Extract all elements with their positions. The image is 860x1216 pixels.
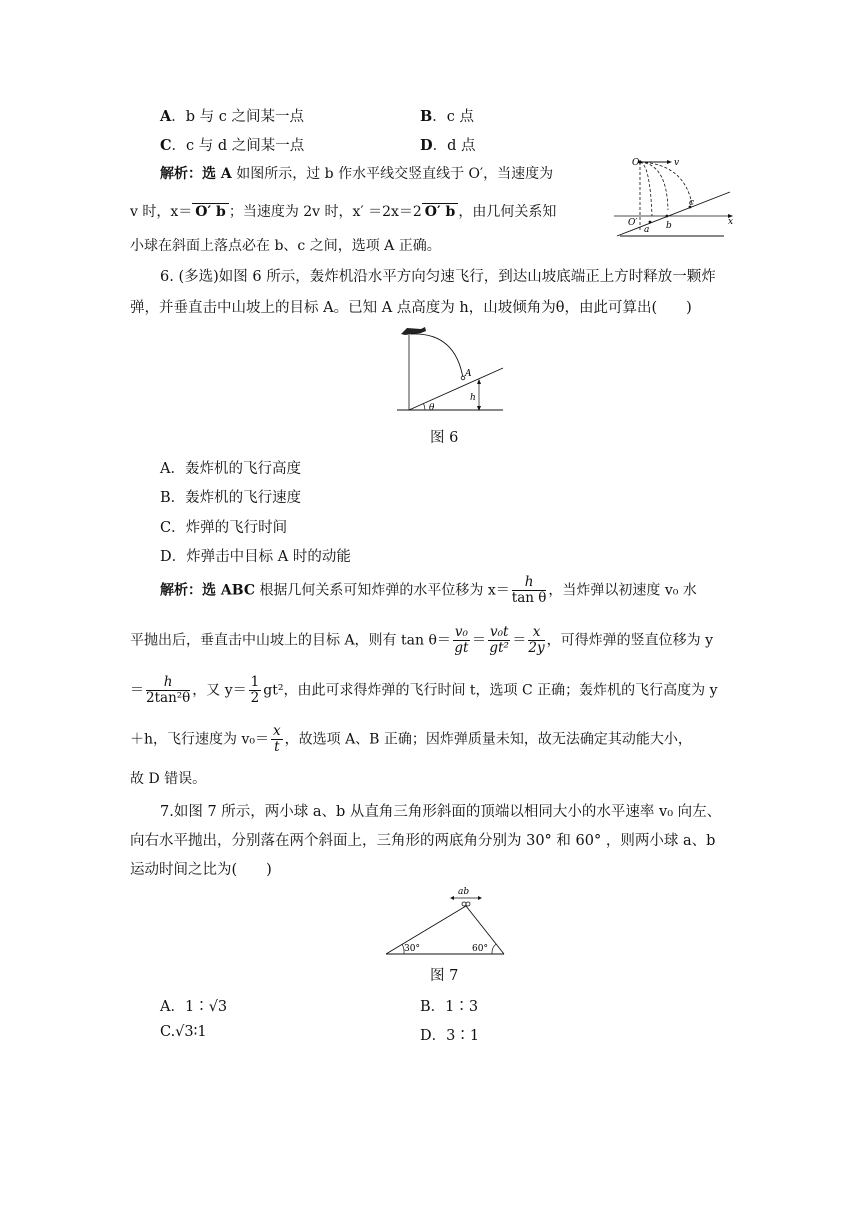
frac-den: gt — [454, 640, 469, 656]
label-b: b — [666, 221, 672, 231]
q5-option-d-letter: D — [420, 137, 433, 154]
q7-figure — [384, 884, 510, 958]
label-ab: ab — [458, 887, 470, 897]
fraction-6 — [271, 724, 283, 755]
q5-option-c-text: c 与 d 之间某一点 — [186, 138, 305, 154]
q5-solution-line1 — [160, 163, 553, 183]
q6-solution-line1 — [160, 575, 697, 606]
q7-figure-caption: 图 7 — [430, 968, 459, 984]
q6-solution-text2b: ，可得炸弹的竖直位移为 y — [546, 632, 713, 649]
fraction-5 — [249, 675, 262, 706]
label-a: A — [465, 369, 472, 379]
q5-solution-line2 — [130, 201, 556, 221]
q6-solution-text1b: ，当炸弹以初速度 v₀ 水 — [548, 582, 697, 599]
q5-solution-text2a: v 时，x＝ — [130, 204, 193, 220]
q6-solution-line3 — [130, 675, 718, 706]
frac-den: 2y — [528, 640, 545, 656]
q6-option-c: C．炸弹的飞行时间 — [160, 520, 288, 536]
frac-den: tan θ — [511, 590, 547, 606]
q5-solution-text2b: ；当速度为 2v 时，x′ ＝2x＝2 — [228, 204, 422, 220]
q5-option-a-text: b 与 c 之间某一点 — [185, 109, 304, 125]
q7-stem-line3: 运动时间之比为( ) — [130, 862, 272, 878]
label-30-deg: 30° — [404, 944, 420, 954]
frac-den: t — [274, 739, 280, 755]
q5-option-a: A．b 与 c 之间某一点 — [160, 108, 304, 125]
q6-solution-text3c: gt²，由此可求得炸弹的飞行时间 t，选项 C 正确；轰炸机的飞行高度为 y — [263, 682, 718, 699]
q6-solution-head: 解析：选 ABC — [160, 582, 255, 599]
q6-option-a: A．轰炸机的飞行高度 — [160, 461, 301, 477]
frac-num: h — [146, 675, 190, 691]
label-60-deg: 60° — [472, 944, 488, 954]
frac-den: 2 — [250, 690, 260, 706]
q5-option-b-letter: B — [420, 108, 433, 125]
fraction-3 — [528, 625, 544, 656]
q6-solution-text4b: ，故选项 A、B 正确；因炸弹质量未知，故无法确定其动能大小， — [284, 731, 692, 748]
q6-solution-text2a: 平抛出后，垂直击中山坡上的目标 A，则有 tan θ＝ — [130, 632, 451, 649]
q7-stem-line1: 7.如图 7 所示，两小球 a、b 从直角三角形斜面的顶端以相同大小的水平速率 v₀ 向左、 — [160, 804, 722, 820]
label-theta: θ — [429, 403, 435, 413]
frac-den: 2tan²θ — [146, 690, 191, 706]
q7-option-b: B．1∶3 — [420, 999, 479, 1015]
q5-figure — [612, 152, 740, 242]
q6-solution-text3a: ＝ — [130, 682, 144, 699]
frac-num: 1 — [250, 674, 260, 690]
q6-figure — [395, 322, 505, 414]
label-a: a — [644, 225, 650, 235]
fraction-h-over-tan — [512, 575, 547, 606]
label-v: v — [674, 158, 680, 168]
q6-solution-line5: 故 D 错误。 — [130, 771, 207, 787]
q5-option-a-letter: A — [160, 108, 172, 125]
fraction-4 — [146, 675, 190, 706]
frac-num: h — [512, 575, 547, 591]
frac-den: gt² — [489, 640, 509, 656]
q5-option-c: C．c 与 d 之间某一点 — [160, 137, 305, 154]
label-o: O — [632, 158, 640, 168]
frac-num: v₀t — [489, 624, 509, 640]
q6-stem-line2: 弹，并垂直击中山坡上的目标 A。已知 A 点高度为 h，山坡倾角为θ，由此可算出( ) — [130, 300, 692, 316]
label-h: h — [470, 393, 476, 403]
q7-option-a: A．1∶√3 — [160, 999, 228, 1015]
frac-num: x — [528, 625, 544, 641]
q7-stem-line2: 向右水平抛出，分别落在两个斜面上，三角形的两底角分别为 30° 和 60° ，则两小球 a、b — [130, 833, 716, 849]
q5-option-b-text: c 点 — [446, 109, 474, 125]
q5-option-d-text: d 点 — [447, 138, 476, 154]
label-c: c — [689, 198, 695, 208]
segment-ob-1: O′ b — [192, 203, 229, 220]
frac-num: v₀ — [454, 624, 468, 640]
q5-solution-line3: 小球在斜面上落点必在 b、c 之间，选项 A 正确。 — [130, 238, 441, 254]
q6-option-b: B．轰炸机的飞行速度 — [160, 490, 302, 506]
frac-num: x — [273, 723, 281, 739]
q6-solution-text3b: ，又 y＝ — [192, 682, 247, 699]
q6-solution-line4 — [130, 724, 692, 755]
q6-solution-text1a: 根据几何关系可知炸弹的水平位移为 x＝ — [259, 582, 510, 599]
q5-solution-head: 解析：选 A — [160, 166, 232, 182]
segment-ob-2: O′ b — [422, 203, 459, 220]
q5-solution-text2c: ，由几何关系知 — [458, 204, 557, 220]
q5-option-b: B．c 点 — [420, 108, 474, 125]
q7-option-c: C.√3∶1 — [160, 1024, 207, 1040]
q6-figure-caption: 图 6 — [430, 430, 459, 446]
q5-option-c-letter: C — [160, 137, 172, 154]
fraction-2 — [488, 625, 510, 656]
label-x: x — [728, 217, 734, 227]
q5-option-d: D．d 点 — [420, 137, 476, 154]
q5-solution-text1: 如图所示，过 b 作水平线交竖直线于 O′，当速度为 — [236, 166, 554, 182]
q6-solution-text4a: ＋h，飞行速度为 v₀＝ — [130, 731, 269, 748]
fraction-1 — [453, 625, 470, 656]
q6-stem-line1: 6. (多选)如图 6 所示，轰炸机沿水平方向匀速飞行，到达山坡底端正上方时释放一颗炸 — [160, 269, 716, 285]
label-o-prime: O′ — [628, 218, 638, 228]
q6-solution-line2: 平抛出后，垂直击中山坡上的目标 A，则有 tan θ＝ $\frac{\text{v₀}}{gt}$ ＝ $\frac{\text{v₀t}}{\text{gt²}}$ ＝ $\frac{x}{2y}$ ，可得炸弹的竖直位移为 y — [130, 624, 713, 656]
q7-option-d: D．3∶1 — [420, 1028, 480, 1044]
q6-option-d: D．炸弹击中目标 A 时的动能 — [160, 549, 351, 565]
